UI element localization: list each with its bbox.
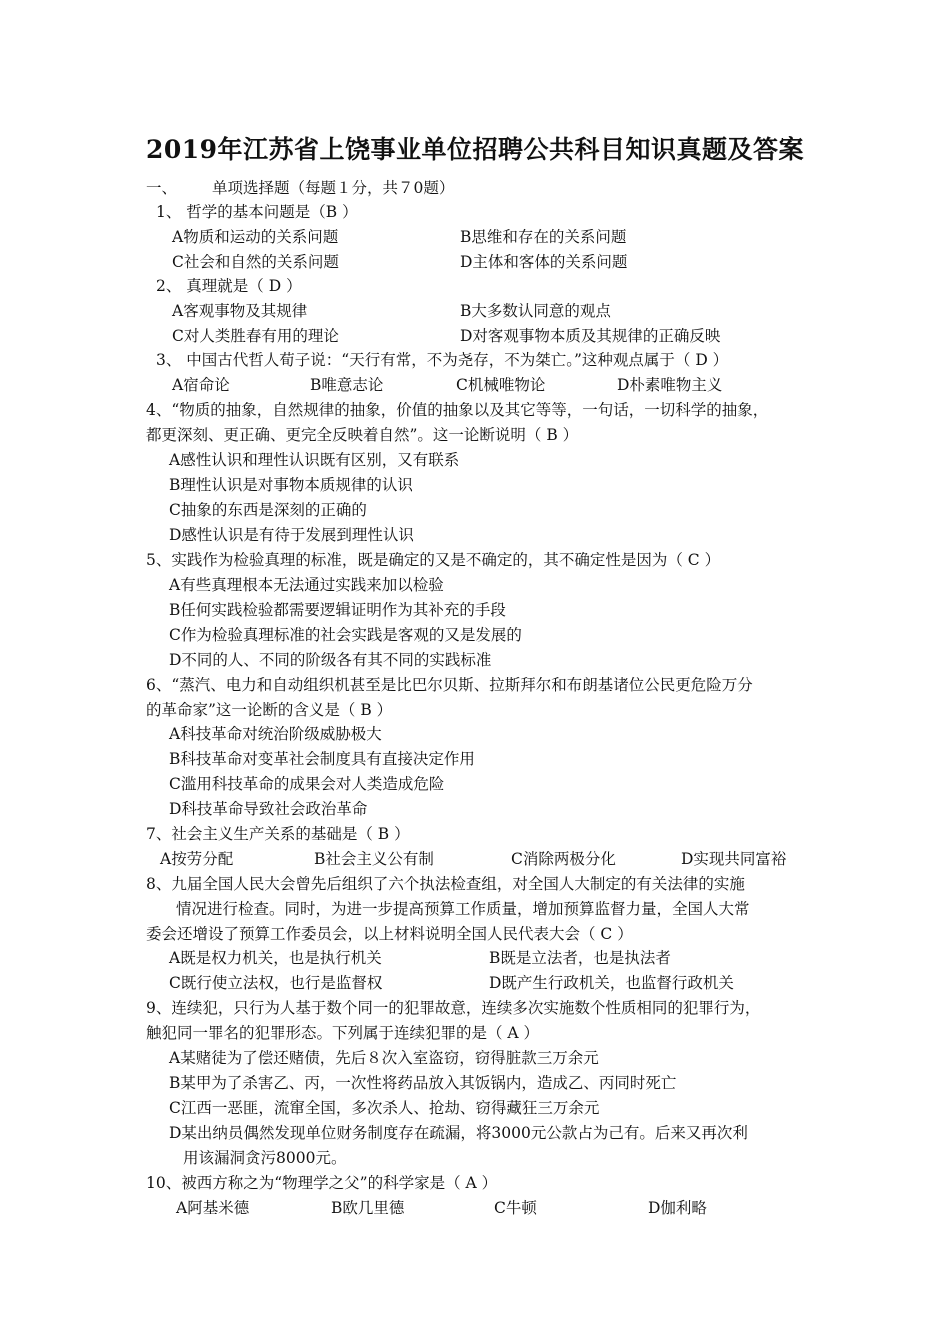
question-6-option-b: B科技革命对变革社会制度具有直接决定作用 [169,750,475,768]
question-8-option-d: D既产生行政机关，也监督行政机关 [489,974,734,992]
section-number: 一、 [146,179,178,197]
question-9-option-d-line-2: 用该漏洞贪污8000元。 [183,1149,347,1167]
question-5-option-a: A有些真理根本无法通过实践来加以检验 [169,576,444,594]
question-2-option-b: B大多数认同意的观点 [460,302,611,320]
question-1-stem: 1、 哲学的基本问题是（B ） [156,203,358,221]
question-10-option-c: C牛顿 [494,1199,537,1217]
question-1-option-a: A物质和运动的关系问题 [172,228,339,246]
question-8-stem-line-2: 情况进行检查。同时，为进一步提高预算工作质量，增加预算监督力量，全国人大常 [176,900,750,918]
question-3-option-a: A宿命论 [172,376,230,394]
question-9-stem-line-1: 9、连续犯，只行为人基于数个同一的犯罪故意，连续多次实施数个性质相同的犯罪行为， [146,999,761,1017]
question-9-option-d-line-1: D某出纳员偶然发现单位财务制度存在疏漏，将3000元公款占为己有。后来又再次利 [169,1124,748,1142]
question-9-option-b: B某甲为了杀害乙、丙，一次性将药品放入其饭锅内，造成乙、丙同时死亡 [169,1074,677,1092]
question-5-option-b: B任何实践检验都需要逻辑证明作为其补充的手段 [169,601,506,619]
question-8-option-c: C既行使立法权，也行是监督权 [169,974,383,992]
question-6-option-a: A科技革命对统治阶级威胁极大 [169,725,382,743]
question-6-stem-line-2: 的革命家”这一论断的含义是（ B ） [146,701,393,719]
question-2-option-a: A客观事物及其规律 [172,302,308,320]
question-10-stem: 10、被西方称之为“物理学之父”的科学家是（ A ） [146,1174,498,1192]
question-7-option-c: C消除两极分化 [511,850,616,868]
question-4-stem-line-2: 都更深刻、更正确、更完全反映着自然”。这一论断说明（ B ） [146,426,579,444]
question-5-option-d: D不同的人、不同的阶级各有其不同的实践标准 [169,651,492,669]
question-1-option-b: B思维和存在的关系问题 [460,228,627,246]
question-4-option-d: D感性认识是有待于发展到理性认识 [169,526,414,544]
question-7-option-a: A按劳分配 [160,850,234,868]
question-6-option-c: C滥用科技革命的成果会对人类造成危险 [169,775,445,793]
question-4-option-c: C抽象的东西是深刻的正确的 [169,501,367,519]
question-2-option-c: C对人类胜春有用的理论 [172,327,339,345]
question-6-stem-line-1: 6、“蒸汽、电力和自动组织机甚至是比巴尔贝斯、拉斯拜尔和布朗基诸位公民更危险万分 [146,676,753,694]
question-10-option-a: A阿基米德 [176,1199,250,1217]
question-4-option-a: A感性认识和理性认识既有区别，又有联系 [169,451,460,469]
question-6-option-d: D科技革命导致社会政治革命 [169,800,368,818]
question-2-stem: 2、 真理就是（ D ） [156,277,302,295]
document-title: 2019年江苏省上饶事业单位招聘公共科目知识真题及答案 [145,135,805,164]
question-3-option-c: C机械唯物论 [456,376,546,394]
question-10-option-d: D伽利略 [648,1199,707,1217]
question-10-option-b: B欧几里德 [331,1199,405,1217]
question-3-stem: 3、 中国古代哲人荀子说：“天行有常，不为尧存，不为桀亡。”这种观点属于（ D ） [156,351,729,369]
question-4-stem-line-1: 4、“物质的抽象，自然规律的抽象，价值的抽象以及其它等等，一句话，一切科学的抽象， [146,401,769,419]
question-1-option-d: D主体和客体的关系问题 [460,253,628,271]
question-3-option-d: D朴素唯物主义 [617,376,723,394]
question-3-option-b: B唯意志论 [310,376,384,394]
question-5-option-c: C作为检验真理标准的社会实践是客观的又是发展的 [169,626,522,644]
question-8-stem-line-1: 8、九届全国人民大会曾先后组织了六个执法检查组，对全国人大制定的有关法律的实施 [146,875,745,893]
question-4-option-b: B理性认识是对事物本质规律的认识 [169,476,413,494]
question-5-stem: 5、实践作为检验真理的标准，既是确定的又是不确定的，其不确定性是因为（ C ） [146,551,721,569]
question-8-stem-line-3: 委会还增设了预算工作委员会，以上材料说明全国人民代表大会（ C ） [146,925,633,943]
question-2-option-d: D对客观事物本质及其规律的正确反映 [460,327,721,345]
question-9-option-c: C江西一恶匪，流窜全国，多次杀人、抢劫、窃得藏狂三万余元 [169,1099,600,1117]
question-7-option-b: B社会主义公有制 [314,850,434,868]
question-9-option-a: A某赌徒为了偿还赌债，先后８次入室盗窃，窃得脏款三万余元 [169,1049,599,1067]
section-heading: 单项选择题（每题１分，共７0题） [212,179,455,197]
question-7-stem: 7、社会主义生产关系的基础是（ B ） [146,825,410,843]
question-1-option-c: C社会和自然的关系问题 [172,253,339,271]
question-8-option-b: B既是立法者，也是执法者 [489,949,671,967]
question-7-option-d: D实现共同富裕 [681,850,787,868]
question-8-option-a: A既是权力机关，也是执行机关 [169,949,382,967]
question-9-stem-line-2: 触犯同一罪名的犯罪形态。下列属于连续犯罪的是（ A ） [146,1024,540,1042]
